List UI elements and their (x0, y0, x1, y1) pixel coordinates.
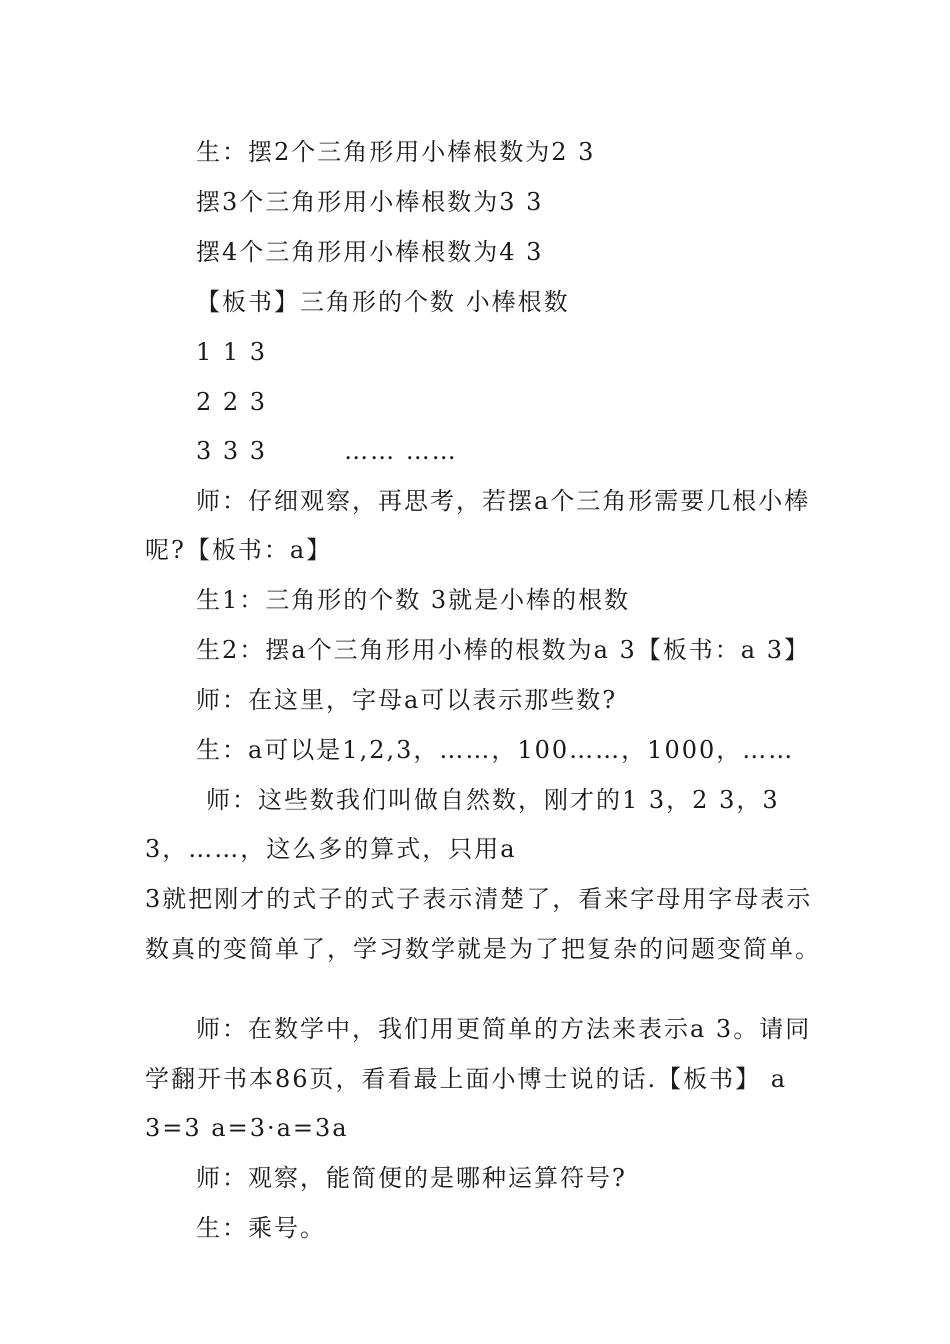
text-line: 呢?【板书：a】 (145, 536, 333, 564)
text-line: 【板书】三角形的个数 小棒根数 (196, 288, 570, 316)
text-line: 师：在这里，字母a可以表示那些数? (196, 686, 618, 714)
text-line: 生：乘号。 (196, 1214, 326, 1242)
text-line: 摆3个三角形用小棒根数为3 3 (196, 188, 544, 216)
text-line: 数真的变简单了，学习数学就是为了把复杂的问题变简单。 (145, 935, 821, 963)
text-line: 师：在数学中，我们用更简单的方法来表示a 3。请同 (196, 1015, 812, 1043)
text-line: 3 3 3 …… …… (196, 437, 458, 465)
text-line: 1 1 3 (196, 338, 268, 366)
text-line: 师：这些数我们叫做自然数，刚才的1 3，2 3，3 (206, 786, 780, 814)
text-line: 生：摆2个三角形用小棒根数为2 3 (196, 138, 596, 166)
text-line: 3就把刚才的式子的式子表示清楚了，看来字母用字母表示 (145, 885, 813, 913)
text-line: 摆4个三角形用小棒根数为4 3 (196, 238, 544, 266)
text-line: 生2：摆a个三角形用小棒的根数为a 3【板书：a 3】 (196, 636, 810, 664)
text-line: 生1：三角形的个数 3就是小棒的根数 (196, 586, 631, 614)
text-line: 学翻开书本86页，看看最上面小博士说的话.【板书】 a (145, 1065, 788, 1093)
text-line: 3=3 a=3·a=3a (145, 1114, 349, 1142)
text-line: 师：仔细观察，再思考，若摆a个三角形需要几根小棒 (196, 487, 811, 515)
text-line: 师：观察，能简便的是哪种运算符号? (196, 1164, 627, 1192)
text-line: 3，……，这么多的算式，只用a (145, 835, 517, 863)
text-line: 生：a可以是1,2,3，……，100……，1000，…… (196, 736, 795, 764)
text-line: 2 2 3 (196, 388, 268, 416)
